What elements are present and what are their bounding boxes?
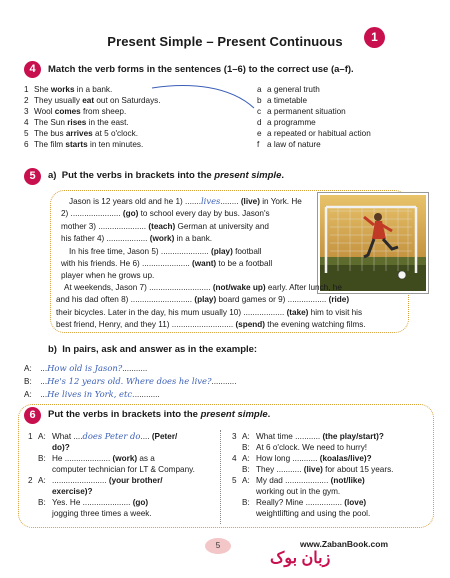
- dialog-text: for about 15 years.: [322, 465, 394, 474]
- verb-form: eat: [82, 96, 95, 105]
- sentence-item: [24, 106, 161, 117]
- exercise-4-instruction: Match the verb forms in the sentences (1–6) to the correct use (a–f).: [48, 64, 354, 75]
- exercise-6-instruction: Put the verbs in brackets into the present simple.: [48, 409, 271, 420]
- verb-prompt: (your brother/: [108, 476, 163, 485]
- dialog-text: do)?: [52, 443, 70, 452]
- dialog-continuation: [28, 508, 218, 519]
- item-number: 1: [24, 85, 29, 94]
- dialog-entry: [28, 431, 218, 442]
- story-line: [61, 258, 321, 270]
- item-number: 5: [232, 476, 237, 485]
- exercise-4-sentences: [24, 84, 161, 150]
- speaker-label: A:: [242, 454, 250, 463]
- exercise-6-left-column: [28, 431, 218, 519]
- verb-prompt: (go): [132, 498, 149, 507]
- story-line: [56, 282, 396, 294]
- use-item: [257, 84, 371, 95]
- story-text: in a bank.: [174, 234, 213, 244]
- dialog-text: How long ...........: [256, 454, 318, 463]
- story-text: German at university and: [175, 221, 269, 231]
- sentence-text: The bus: [34, 129, 66, 138]
- verb-form: comes: [54, 107, 81, 116]
- dialog-line: [24, 375, 236, 388]
- verb-prompt: (ride): [328, 295, 350, 305]
- speaker-label: A:: [242, 476, 250, 485]
- dialog-entry: [232, 464, 428, 475]
- story-text: early. After lunch, he: [265, 283, 342, 292]
- exercise-5b-instruction: b) In pairs, ask and answer as in the example:: [48, 344, 258, 355]
- sentence-text: She: [34, 85, 51, 94]
- verb-prompt: (take): [286, 307, 309, 317]
- dialog-entry: [232, 442, 428, 453]
- sentence-item: [24, 128, 161, 139]
- dialog-entry: [232, 475, 428, 486]
- story-line: [56, 294, 396, 306]
- use-item: [257, 95, 371, 106]
- item-number: 4: [24, 118, 29, 127]
- dialog-line: [24, 388, 236, 401]
- football-photo: [318, 193, 428, 293]
- sentence-text: at 5 o'clock.: [92, 129, 138, 138]
- dialog-text: What ....: [52, 432, 83, 441]
- use-text: a general truth: [267, 85, 320, 94]
- sentence-text: in ten minutes.: [87, 140, 144, 149]
- dialog-text: At 6 o'clock. We need to hurry!: [256, 443, 368, 452]
- speaker-label: B:: [38, 498, 46, 507]
- column-divider: [220, 430, 221, 524]
- dialog-text: as a: [137, 454, 155, 463]
- item-number: 2: [28, 476, 33, 485]
- dialog-text: weightlifting and using the pool.: [256, 509, 371, 518]
- story-text: to be a football: [216, 259, 273, 269]
- dialog-line: [24, 362, 236, 375]
- story-text: best friend, Henry, and they 11) ...........................: [56, 320, 234, 330]
- dialog-continuation: [232, 508, 428, 519]
- dialog-text: Really? Mine ................: [256, 498, 342, 507]
- story-line: [56, 319, 396, 331]
- use-letter: c: [257, 107, 262, 116]
- sentence-text: from sheep.: [80, 107, 127, 116]
- story-text-continued: [56, 282, 396, 332]
- dialog-text: ........................: [52, 476, 107, 485]
- dialog-continuation: [232, 486, 428, 497]
- handwritten-answer: He lives in York, etc.: [47, 389, 135, 399]
- verb-prompt: (teach): [148, 221, 176, 231]
- dialog-continuation: [28, 486, 218, 497]
- story-line: [61, 208, 321, 220]
- use-text: a law of nature: [267, 140, 321, 149]
- dialog-text: He ....................: [52, 454, 111, 463]
- page-number: 5: [205, 538, 231, 554]
- story-text: the evening watching films.: [265, 320, 366, 330]
- story-text: in York. He: [259, 197, 302, 206]
- sentence-text: The film: [34, 140, 66, 149]
- answer-blank: ...........: [211, 377, 237, 386]
- dialog-text: jogging three times a week.: [52, 509, 152, 518]
- page-title: Present Simple – Present Continuous: [107, 34, 343, 49]
- dialog-entry: [232, 453, 428, 464]
- verb-prompt: (spend): [235, 320, 266, 330]
- story-text: player when he grows up.: [61, 271, 155, 281]
- verb-prompt: (not/like): [330, 476, 365, 485]
- use-letter: e: [257, 129, 262, 138]
- speaker-label: A:: [242, 432, 250, 441]
- item-number: 6: [24, 140, 29, 149]
- exercise-6-right-column: [232, 431, 428, 519]
- sentence-text: They usually: [34, 96, 83, 105]
- verb-prompt: (not/wake up): [212, 283, 266, 292]
- speaker-label: B:: [242, 465, 250, 474]
- answer-blank: ....: [140, 432, 150, 441]
- verb-prompt: (live): [303, 465, 323, 474]
- use-letter: d: [257, 118, 262, 127]
- verb-prompt: (go): [122, 209, 139, 219]
- dialog-text: Yes. He .....................: [52, 498, 131, 507]
- use-letter: a: [257, 85, 262, 94]
- item-number: 5: [24, 129, 29, 138]
- verb-form: arrives: [65, 129, 93, 138]
- dialog-entry: [232, 431, 428, 442]
- exercise-4-badge: 4: [24, 61, 41, 78]
- example-dialog: [24, 362, 236, 401]
- verb-prompt: (want): [192, 259, 217, 269]
- verb-prompt: (play): [210, 246, 233, 256]
- story-text: to school every day by bus. Jason's: [138, 209, 270, 219]
- story-text: At weekends, Jason 7) ...........................: [64, 283, 211, 292]
- verb-prompt: (Peter/: [151, 432, 178, 441]
- use-item: [257, 117, 371, 128]
- story-text: and his dad often 8) ...........................: [56, 295, 193, 305]
- verb-form: works: [50, 85, 75, 94]
- dialog-entry: [28, 475, 218, 486]
- use-item: [257, 128, 371, 139]
- story-text: their bicycles. Later in the day, his mum usually 10) ..................: [56, 307, 285, 317]
- dialog-text: exercise)?: [52, 487, 93, 496]
- sentence-item: [24, 139, 161, 150]
- item-number: 4: [232, 454, 237, 463]
- verb-form: rises: [67, 118, 87, 127]
- answer-blank: ...: [38, 390, 48, 399]
- speaker-label: A:: [24, 364, 32, 373]
- use-text: a timetable: [267, 96, 308, 105]
- story-text: board games or 9) .................: [216, 295, 327, 305]
- exercise-6-badge: 6: [24, 407, 41, 424]
- dialog-entry: [28, 497, 218, 508]
- story-line: [56, 307, 396, 319]
- story-text: his father 4) ..................: [61, 234, 148, 244]
- story-text: [61, 195, 321, 283]
- sentence-text: in a bank.: [74, 85, 113, 94]
- story-line: [61, 233, 321, 245]
- story-text: 2) ......................: [61, 209, 121, 219]
- verb-prompt: (work): [112, 454, 138, 463]
- sentence-text: in the east.: [86, 118, 129, 127]
- exercise-4-uses: [257, 84, 371, 150]
- sentence-item: [24, 117, 161, 128]
- use-text: a programme: [267, 118, 316, 127]
- use-text: a permanent situation: [267, 107, 346, 116]
- dialog-text: working out in the gym.: [256, 487, 341, 496]
- answer-blank: ........: [220, 197, 239, 206]
- speaker-label: B:: [242, 443, 250, 452]
- speaker-label: A:: [24, 390, 32, 399]
- dialog-text: My dad ...................: [256, 476, 329, 485]
- speaker-label: B:: [24, 377, 32, 386]
- speaker-label: A:: [38, 476, 46, 485]
- verb-prompt: (the play/start)?: [322, 432, 384, 441]
- story-text: Jason is 12 years old and he 1) .......: [69, 197, 201, 206]
- story-text: mother 3) .....................: [61, 221, 147, 231]
- item-number: 2: [24, 96, 29, 105]
- verb-prompt: (work): [149, 234, 175, 244]
- dialog-text: They ...........: [256, 465, 302, 474]
- dialog-text: computer technician for LT & Company.: [52, 465, 195, 474]
- item-number: 3: [232, 432, 237, 441]
- sentence-text: The Sun: [34, 118, 68, 127]
- unit-number-badge: 1: [364, 27, 385, 48]
- story-line: [61, 270, 321, 282]
- sentence-item: [24, 95, 161, 106]
- verb-prompt: (love): [344, 498, 367, 507]
- use-letter: f: [257, 140, 260, 149]
- handwritten-answer: How old is Jason?: [47, 363, 123, 373]
- answer-blank: ...........: [122, 364, 148, 373]
- answer-blank: ...: [38, 364, 48, 373]
- site-url: www.ZabanBook.com: [300, 539, 389, 549]
- answer-blank: ...........: [134, 390, 160, 399]
- story-text: In his free time, Jason 5) .....................: [69, 246, 209, 256]
- dialog-text: What time ...........: [256, 432, 321, 441]
- handwritten-answer: does Peter do: [82, 431, 141, 441]
- use-item: [257, 106, 371, 117]
- verb-prompt: (live): [240, 197, 260, 206]
- verb-prompt: (koalas/live)?: [319, 454, 372, 463]
- handwritten-answer: He's 12 years old. Where does he live?: [47, 376, 212, 386]
- use-item: [257, 139, 371, 150]
- dialog-entry: [232, 497, 428, 508]
- sentence-item: [24, 84, 161, 95]
- story-text: him to visit his: [308, 307, 363, 317]
- speaker-label: B:: [38, 454, 46, 463]
- dialog-continuation: [28, 442, 218, 453]
- exercise-5-badge: 5: [24, 168, 41, 185]
- story-line: [61, 246, 321, 258]
- story-text: with his friends. He 6) .....................: [61, 259, 190, 269]
- use-text: a repeated or habitual action: [267, 129, 371, 138]
- story-text: football: [232, 246, 262, 256]
- dialog-continuation: [28, 464, 218, 475]
- item-number: 1: [28, 432, 33, 441]
- sentence-text: out on Saturdays.: [94, 96, 161, 105]
- answer-blank: ...: [38, 377, 48, 386]
- handwritten-answer: lives: [200, 196, 221, 206]
- story-line: [61, 195, 321, 208]
- exercise-5a-instruction: a) Put the verbs in brackets into the present simple.: [48, 170, 284, 181]
- item-number: 3: [24, 107, 29, 116]
- verb-prompt: (play): [194, 295, 217, 305]
- speaker-label: A:: [38, 432, 46, 441]
- story-line: [61, 221, 321, 233]
- example-match-line: [150, 84, 260, 114]
- speaker-label: B:: [242, 498, 250, 507]
- verb-form: starts: [65, 140, 88, 149]
- dialog-entry: [28, 453, 218, 464]
- use-letter: b: [257, 96, 262, 105]
- publisher-logo: زبان بوک: [270, 550, 331, 567]
- sentence-text: Wool: [34, 107, 55, 116]
